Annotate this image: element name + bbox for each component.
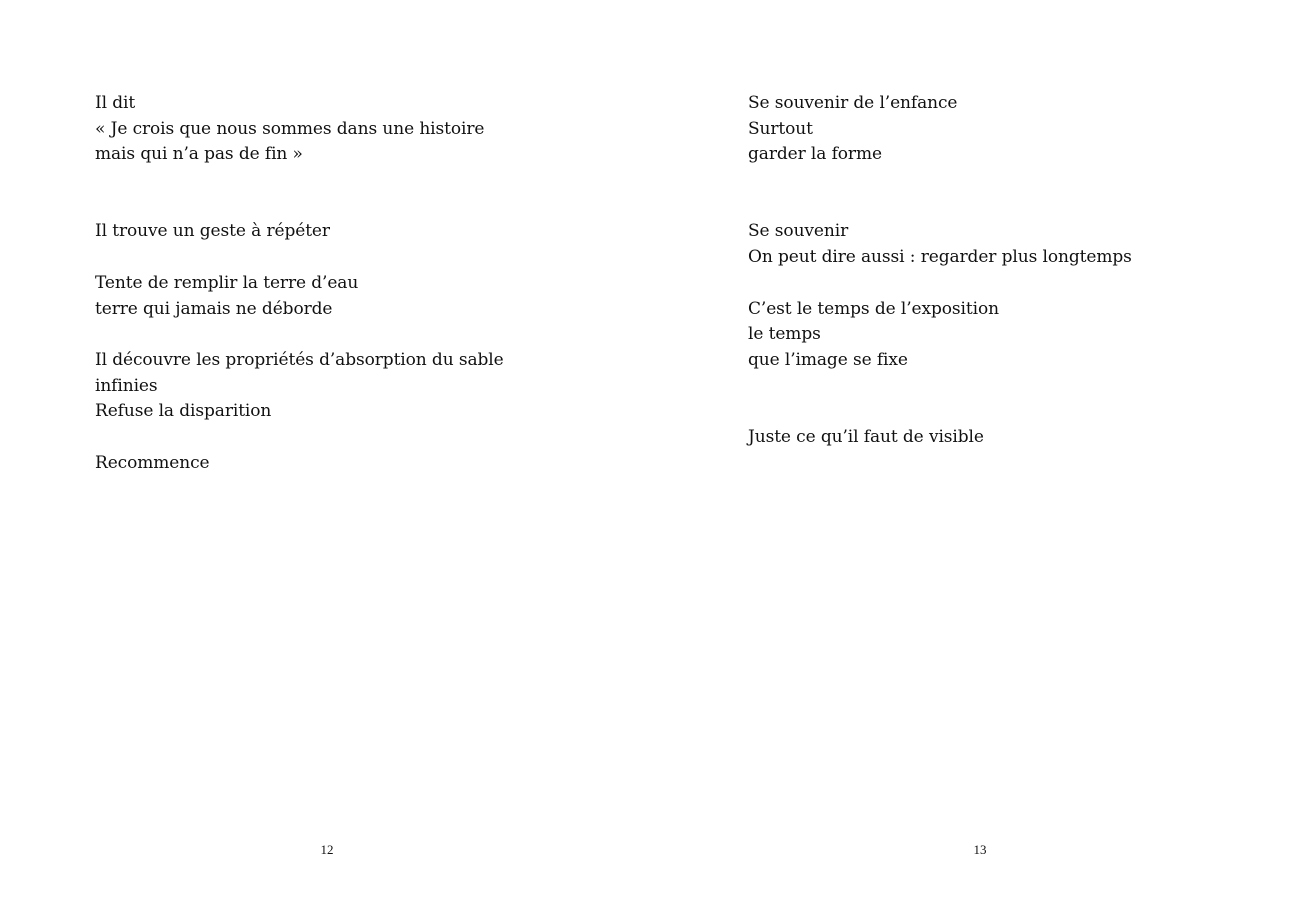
stanza-gap <box>748 168 1132 219</box>
stanza-gap <box>95 322 504 348</box>
poem-line: terre qui jamais ne déborde <box>95 298 333 319</box>
left-poem <box>95 91 504 476</box>
poem-line: le temps <box>748 324 821 345</box>
poem-line: garder la forme <box>748 144 882 165</box>
poem-line: On peut dire aussi : regarder plus longtemps <box>748 247 1132 268</box>
poem-line: Se souvenir de l’enfance <box>748 93 958 113</box>
page-number-left: 12 <box>320 842 334 857</box>
poem-line: C’est le temps de l’exposition <box>748 298 999 319</box>
poem-line: infinies <box>95 375 158 396</box>
poem-line: Il dit <box>95 93 136 113</box>
stanza-gap <box>95 425 504 451</box>
right-page <box>653 0 1306 912</box>
page-number-right: 13 <box>973 842 987 857</box>
poem-line: Juste ce qu’il faut de visible <box>748 426 984 447</box>
stanza-gap <box>95 168 504 219</box>
right-poem <box>748 91 1132 451</box>
stanza-gap <box>95 245 504 271</box>
poem-line: Il découvre les propriétés d’absorption du sable <box>95 349 504 370</box>
poem-line: Recommence <box>95 452 210 473</box>
poem-line: que l’image se fixe <box>748 349 908 370</box>
poem-line: Il trouve un geste à répéter <box>95 221 330 242</box>
poem-line: Se souvenir <box>748 221 849 242</box>
poem-line: « Je crois que nous sommes dans une histoire <box>95 118 485 139</box>
poem-line: Refuse la disparition <box>95 401 272 422</box>
poem-line: Tente de remplir la terre d’eau <box>95 272 359 293</box>
stanza-gap <box>748 271 1132 297</box>
poem-line: Surtout <box>748 118 813 139</box>
poem-line: mais qui n’a pas de fin » <box>95 144 303 165</box>
stanza-gap <box>748 374 1132 425</box>
